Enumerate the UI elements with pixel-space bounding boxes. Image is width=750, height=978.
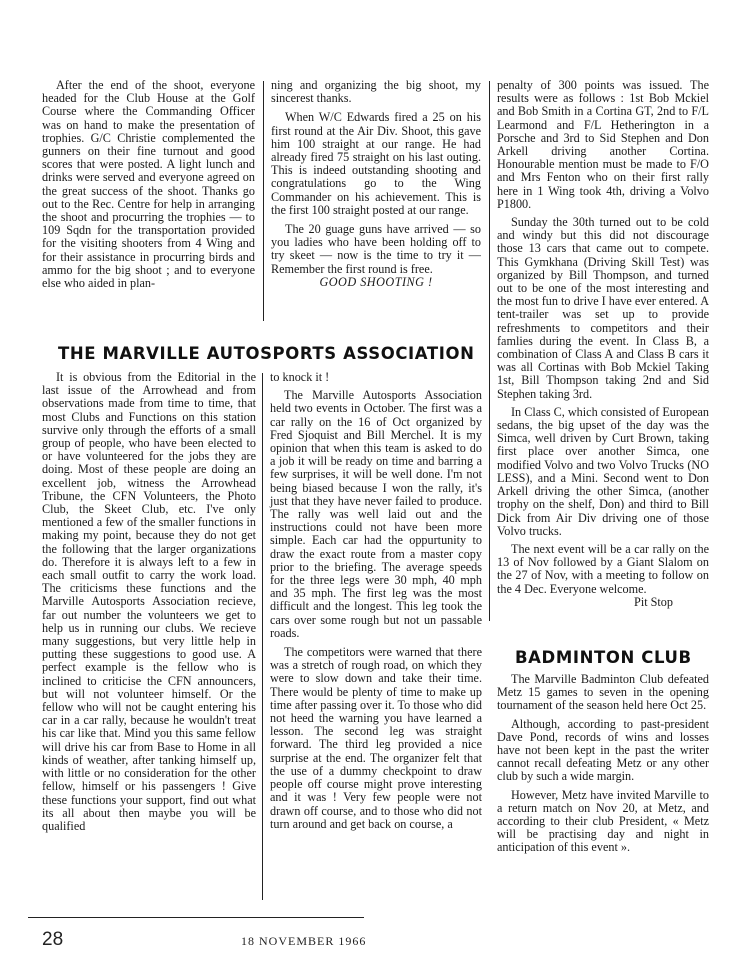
autosports-col1 bbox=[42, 371, 256, 833]
pit-stop-signature: Pit Stop bbox=[634, 594, 673, 609]
badminton-paragraph: The Marville Badminton Club defeated Metz 15 games to seven in the opening tournament of the season held here Oct 25. bbox=[497, 672, 709, 713]
badminton-paragraph: Although, according to past-president Dave Pond, records of wins and losses have not been kept in the past the writer cannot recall defeating Metz or any other club by such a wide margin. bbox=[497, 716, 709, 784]
autosports-paragraph: The next event will be a car rally on the 13 of Nov followed by a Giant Slalom on the 27 of Nov, with a meeting to follow on the 4 Dec. Everyone welcome. bbox=[497, 541, 709, 596]
skeet-paragraph: When W/C Edwards fired a 25 on his first round at the Air Div. Shoot, this gave him 100 straight at our range. He had already fired 75 straight on his last outing. This is indeed outstanding shooting and congratulations go to the Wing Commander on his achievement. This is the first 100 straight posted at our range. bbox=[271, 110, 481, 217]
badminton-article bbox=[497, 673, 709, 855]
skeet-article-col2 bbox=[271, 79, 481, 289]
column-rule bbox=[489, 81, 490, 621]
page-number: 28 bbox=[42, 929, 64, 950]
skeet-article-col1 bbox=[42, 79, 255, 290]
column-rule bbox=[263, 81, 264, 321]
autosports-paragraph: In Class C, which consisted of European sedans, the big upset of the day was the Simca, well driven by Curt Brown, taking first place over another Simca, one modified Volvo and two Volvo Trucks (NO LESS), and a Mini. Second went to Don Arkell driving the other Simca, (another trophy on the shelf, Don) and third to Bill Dick from Air Div driving one of those Volvo trucks. bbox=[497, 404, 710, 538]
autosports-heading: THE MARVILLE AUTOSPORTS ASSOCIATION bbox=[58, 344, 475, 363]
autosports-paragraph: penalty of 300 points was issued. The results were as follows : 1st Bob Mckiel and Bob Smith in a Cortina GT, 2nd to F/L Learmond and F/L Hetherington in a Porsche and 3rd to Sid Stephen and Don Arkell driving another Cortina. Honourable mention must be made to F/O and Mrs Fenton who on their first rally here in 1 Wing took 4th, driving a Volvo P1800. bbox=[497, 78, 709, 211]
autosports-col3 bbox=[497, 79, 709, 609]
badminton-paragraph: However, Metz have invited Marville to a return match on Nov 20, at Metz, and according to their club President, « Metz will be practising day and night in anticipation of this event ». bbox=[497, 787, 709, 855]
autosports-paragraph: The Marville Autosports Association held two events in October. The first was a car rally on the 16 of Oct organized by Fred Sjoquist and Bill Merchel. It is my opinion that when this team is asked to do a job it will be ready on time and barring a few surprises, it will be well done. I'm not being biased because I won the rally, it's just that they have never failed to produce. The rally was well laid out and the instructions could not have been more simple. Each car had the oppurtunity to draw the exact route from a master copy prior to the briefing. The average speeds for the three legs were 30 mph, 40 mph and 35 mph. The first leg was the most difficult and the longest. This leg took the cars over some rough but not un passable roads. bbox=[270, 388, 482, 640]
footer-rule bbox=[28, 917, 364, 918]
autosports-paragraph: The competitors were warned that there was a stretch of rough road, on which they were to slow down and take their time. There would be plenty of time to make up time after passing over it. To those who did not heed the warning you have learned a lesson. The second leg was straight forward. The third leg provided a nice surprise at the end. The organizer felt that the use of a dummy checkpoint to draw people off course might prove interesting and it was ! Very few people were not drawn off course, and to those who did not turn around and get back on course, a bbox=[270, 645, 482, 831]
issue-date: 18 NOVEMBER 1966 bbox=[241, 934, 367, 948]
autosports-col2 bbox=[270, 371, 482, 831]
skeet-paragraph: After the end of the shoot, everyone headed for the Club House at the Golf Course where the Commanding Officer was on hand to make the presentation of trophies. G/C Christie complemented the gunners on their fine turnout and good scores that were posted. A light lunch and drinks were served and everyone agreed on the great success of the shoot. Thanks go out to the Rec. Centre for help in arranging the shoot and procurring the trophies — to 109 Sqdn for the transportation provided for the visiting shooters from 4 Wing and for their assistance in procurring birds and ammo for the big shoot ; and to everyone else who aided in plan- bbox=[42, 78, 255, 291]
skeet-paragraph: ning and organizing the big shoot, my sincerest thanks. bbox=[271, 78, 481, 106]
autosports-paragraph: Sunday the 30th turned out to be cold and windy but this did not discourage those 13 cars that came out to compete. This Gymkhana (Driving Skill Test) was organized by Bill Thompson, and turned out to be one of the most interesting and the most fun to drive I have ever entered. A tent-trailer was set up to provide refreshments to competitors and their famlies during the event. In Class B, a combination of Class A and Class B cars it was all Cortinas with Bob Mckiel Taking 1st, Bill Thompson taking 2nd and Sid Stephen taking 3rd. bbox=[497, 215, 709, 401]
badminton-heading: BADMINTON CLUB bbox=[515, 648, 692, 667]
autosports-paragraph: to knock it ! bbox=[270, 370, 330, 384]
skeet-paragraph: The 20 guage guns have arrived — so you ladies who have been holding off to try skeet — now is the time to try it — Remember the first round is free. bbox=[271, 222, 481, 276]
column-rule bbox=[262, 373, 263, 900]
skeet-signoff: GOOD SHOOTING ! bbox=[319, 274, 433, 289]
autosports-paragraph: It is obvious from the Editorial in the last issue of the Arrowhead and from observations made from time to time, that most Clubs and Functions on this station survive only through the efforts of a small group of people, who have been elected to or have volunteered for the jobs they are doing. Most of these people are doing an excellent job, witness the Arrowhead Tribune, the CFN Volunteers, the Photo Club, the Skeet Club, etc. I've only mentioned a few of the smaller functions in making my point, because they do not get the following that the larger organizations do. Therefore it is always left to a few in each small outfit to carry the work load. The criticisms these functions and the Marville Autosports Association recieve, far out number the volunteers we get to help us in running our clubs. We recieve many suggestions, but very little help in putting these suggestions to good use. A perfect example is the fellow who is inclined to criticise the CFN announcers, but will not volunteer himself. Or the fellow who will not be caught entering his car in a car rally, because he wouldn't treat his car like that. Mind you this same fellow will drive his car from Base to Home in all kinds of weather, after tanking himself up, with little or no consideration for the other fellow, himself or his passengers ! Give these functions your support, find out what its all about then maybe you will be qualified bbox=[42, 370, 256, 833]
